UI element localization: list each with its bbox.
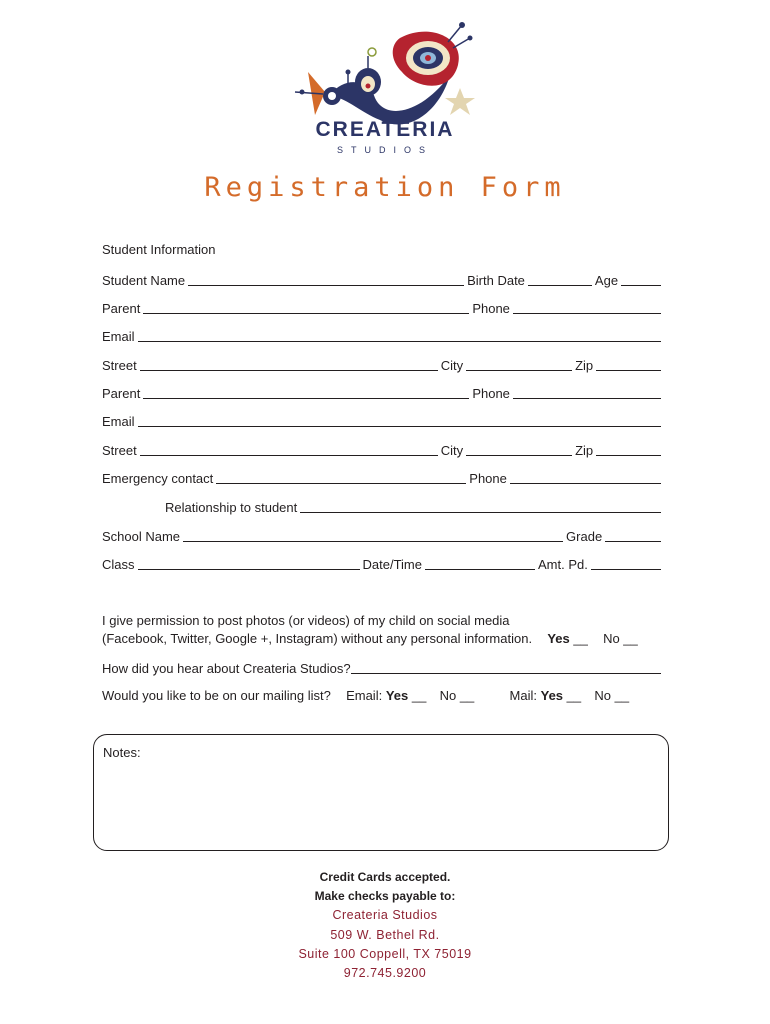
class-row: [102, 554, 664, 572]
mailing-mail-label: Mail:: [509, 688, 537, 703]
notes-label: Notes:: [103, 745, 141, 760]
parent-2-row: [102, 383, 664, 401]
parent-label: Parent: [102, 301, 141, 316]
zip-2-field[interactable]: [596, 454, 661, 456]
emergency-contact-field[interactable]: [216, 482, 466, 484]
email-label: Email: [102, 329, 135, 344]
notes-box[interactable]: [93, 734, 669, 851]
mailing-email-label: Email:: [346, 688, 383, 703]
permission-line-2: [102, 631, 638, 646]
phone-label: Phone: [472, 301, 510, 316]
age-field[interactable]: [621, 284, 661, 286]
age-label: Age: [594, 273, 619, 288]
birth-date-field[interactable]: [528, 284, 592, 286]
relationship-row: [165, 497, 664, 515]
student-name-field[interactable]: [188, 284, 464, 286]
amt-pd-field[interactable]: [591, 568, 661, 570]
emergency-contact-label: Emergency contact: [102, 471, 214, 486]
birth-date-label: Birth Date: [467, 273, 525, 288]
parent-2-field[interactable]: [143, 397, 469, 399]
email-label: Email: [102, 414, 135, 429]
school-name-label: School Name: [102, 529, 181, 544]
parent-2-phone-field[interactable]: [513, 397, 661, 399]
emergency-phone-field[interactable]: [510, 482, 661, 484]
grade-label: Grade: [566, 529, 603, 544]
street-2-row: [102, 440, 664, 458]
form-title: Registration Form: [204, 172, 566, 203]
grade-field[interactable]: [605, 540, 661, 542]
mailing-email-no-option[interactable]: No __: [439, 688, 475, 703]
street-1-row: [102, 355, 664, 373]
phone-label: Phone: [469, 471, 507, 486]
street-2-field[interactable]: [140, 454, 438, 456]
parent-1-row: [102, 298, 664, 316]
city-2-field[interactable]: [466, 454, 572, 456]
class-label: Class: [102, 557, 135, 572]
emergency-row: [102, 468, 664, 486]
footer-phone: 972.745.9200: [343, 966, 427, 980]
hear-about-row: [102, 658, 664, 676]
permission-yes-field[interactable]: __: [573, 631, 588, 646]
footer-credit-cards: Credit Cards accepted.: [319, 870, 451, 884]
email-2-field[interactable]: [138, 425, 661, 427]
school-row: [102, 526, 664, 544]
section-title: Student Information: [102, 242, 216, 257]
email-1-field[interactable]: [138, 340, 661, 342]
relationship-field[interactable]: [300, 511, 661, 513]
permission-yes-label: Yes: [547, 631, 570, 646]
footer-address-2: Suite 100 Coppell, TX 75019: [298, 947, 472, 961]
street-1-field[interactable]: [140, 369, 438, 371]
class-field[interactable]: [138, 568, 360, 570]
school-name-field[interactable]: [183, 540, 563, 542]
mailing-mail-yes-field[interactable]: __: [566, 688, 582, 703]
permission-text: (Facebook, Twitter, Google +, Instagram) without any personal information.: [102, 631, 533, 646]
permission-no-option[interactable]: No __: [603, 631, 638, 646]
zip-1-field[interactable]: [596, 369, 661, 371]
mailing-mail-no-option[interactable]: No __: [594, 688, 630, 703]
city-label: City: [440, 358, 464, 373]
street-label: Street: [102, 358, 137, 373]
footer-address-1: 509 W. Bethel Rd.: [330, 928, 440, 942]
student-name-label: Student Name: [102, 273, 186, 288]
email-1-row: [102, 326, 664, 344]
phone-label: Phone: [472, 386, 510, 401]
email-2-row: [102, 411, 664, 429]
mailing-email-yes-field[interactable]: __: [411, 688, 427, 703]
permission-line-1: I give permission to post photos (or videos) of my child on social media: [102, 613, 510, 628]
parent-1-field[interactable]: [143, 312, 469, 314]
zip-label: Zip: [575, 358, 594, 373]
city-label: City: [440, 443, 464, 458]
date-time-field[interactable]: [425, 568, 535, 570]
hear-about-label: How did you hear about Createria Studios?: [102, 661, 351, 676]
footer-company: Createria Studios: [332, 908, 438, 922]
amt-pd-label: Amt. Pd.: [538, 557, 588, 572]
brand-subtitle: STUDIOS: [336, 145, 433, 155]
footer-checks: Make checks payable to:: [314, 889, 456, 903]
mailing-email-yes-label: Yes: [385, 688, 409, 703]
date-time-label: Date/Time: [362, 557, 422, 572]
hear-about-field[interactable]: [351, 672, 661, 674]
parent-label: Parent: [102, 386, 141, 401]
zip-label: Zip: [575, 443, 594, 458]
student-name-row: [102, 270, 664, 288]
city-1-field[interactable]: [466, 369, 572, 371]
mailing-mail-yes-label: Yes: [540, 688, 564, 703]
mailing-question: Would you like to be on our mailing list?: [102, 688, 331, 703]
street-label: Street: [102, 443, 137, 458]
mailing-row: [102, 688, 629, 703]
relationship-label: Relationship to student: [165, 500, 298, 515]
brand-name: CREATERIA: [315, 118, 455, 141]
parent-1-phone-field[interactable]: [513, 312, 661, 314]
